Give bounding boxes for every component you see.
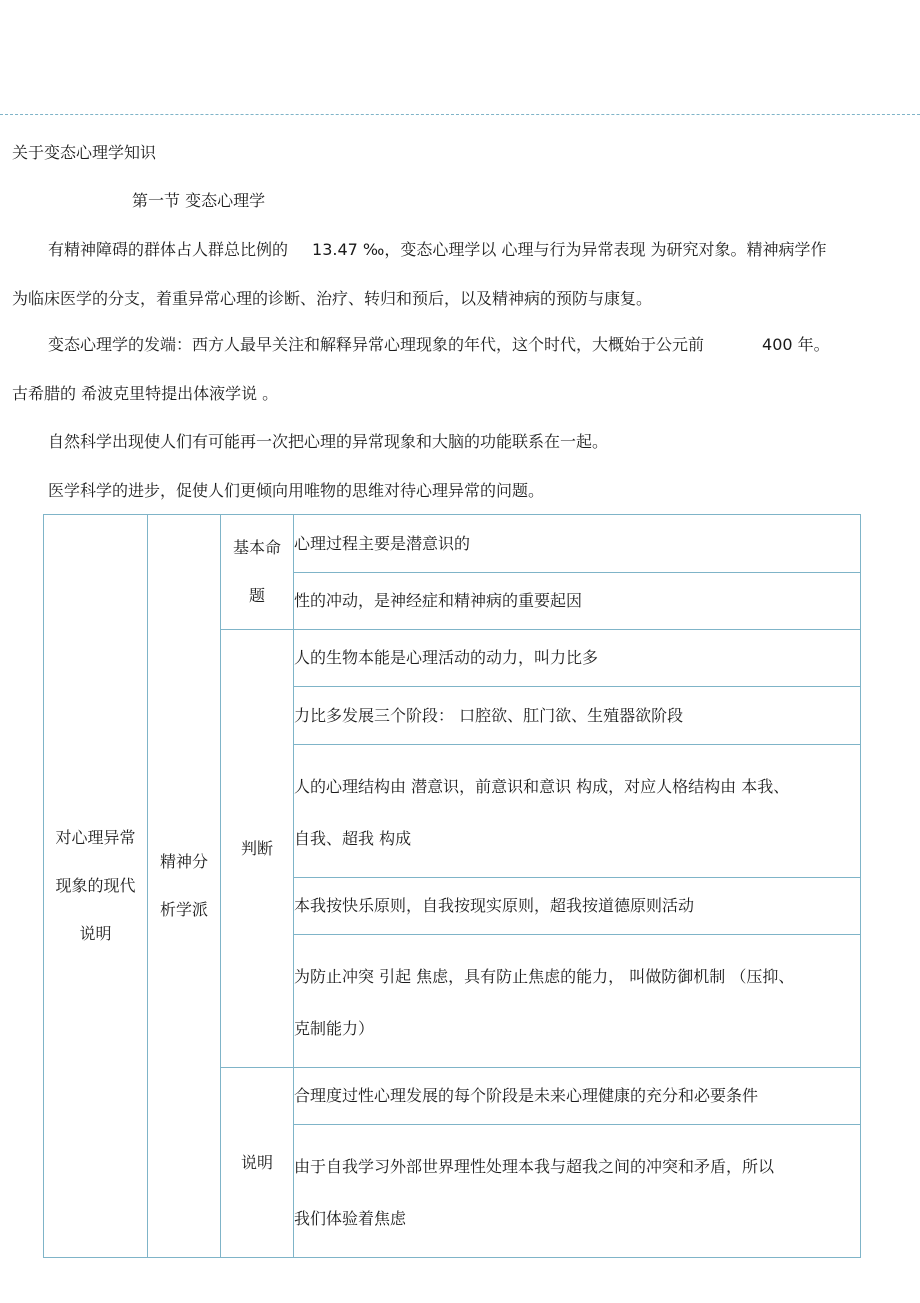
cell-text: 性的冲动，是神经症和精神病的重要起因 xyxy=(294,591,583,610)
category-cell xyxy=(44,515,148,1258)
group-label-explanation xyxy=(221,1068,294,1258)
table-cell xyxy=(294,630,861,687)
paragraph-1-text-a: 有精神障碍的群体占人群总比例的 xyxy=(48,240,289,259)
group-label-line: 题 xyxy=(248,586,265,605)
table-cell xyxy=(294,745,861,878)
table-cell xyxy=(294,935,861,1068)
cell-text: 我们体验着焦虑 xyxy=(294,1209,407,1228)
table-cell xyxy=(294,515,861,573)
category-line: 对心理异常 xyxy=(55,828,136,847)
group-label-judgment xyxy=(221,630,294,1068)
paragraph-1-line-2: 为临床医学的分支，着重异常心理的诊断、治疗、转归和预后，以及精神病的预防与康复。 xyxy=(12,289,653,308)
category-line: 说明 xyxy=(79,924,112,943)
paragraph-1-line-1 xyxy=(48,240,827,260)
paragraph-3: 自然科学出现使人们有可能再一次把心理的异常现象和大脑的功能联系在一起。 xyxy=(48,432,609,451)
group-label-basic xyxy=(221,515,294,630)
table-cell xyxy=(294,878,861,935)
table-cell xyxy=(294,1125,861,1258)
paragraph-2-text-b: 400 年。 xyxy=(762,335,830,354)
cell-text: 本我按快乐原则，自我按现实原则，超我按道德原则活动 xyxy=(294,896,695,915)
page-top-rule xyxy=(0,114,920,115)
cell-text: 力比多发展三个阶段： 口腔欲、肛门欲、生殖器欲阶段 xyxy=(294,705,684,725)
cell-text: 人的生物本能是心理活动的动力，叫力比多 xyxy=(294,648,599,667)
cell-text: 由于自我学习外部世界理性处理本我与超我之间的冲突和矛盾，所以 xyxy=(294,1157,775,1176)
paragraph-2-line-1 xyxy=(48,335,830,355)
cell-text: 为防止冲突 引起 焦虑，具有防止焦虑的能力， 叫做防御机制 （压抑、 xyxy=(294,967,795,986)
school-line: 精神分 xyxy=(159,852,208,871)
school-line: 析学派 xyxy=(159,900,208,919)
cell-text: 合理度过性心理发展的每个阶段是未来心理健康的充分和必要条件 xyxy=(294,1086,759,1105)
cell-text: 自我、超我 构成 xyxy=(294,829,412,848)
cell-text: 克制能力） xyxy=(294,1019,375,1038)
paragraph-4: 医学科学的进步，促使人们更倾向用唯物的思维对待心理异常的问题。 xyxy=(48,481,545,500)
table-cell xyxy=(294,687,861,745)
group-label-line: 判断 xyxy=(240,838,273,858)
cell-text: 人的心理结构由 潜意识，前意识和意识 构成，对应人格结构由 本我、 xyxy=(294,777,790,796)
category-line: 现象的现代 xyxy=(55,876,136,895)
group-label-line: 基本命 xyxy=(232,538,281,557)
group-label-line: 说明 xyxy=(240,1152,273,1172)
paragraph-2-line-2: 古希腊的 希波克里特提出体液学说 。 xyxy=(12,384,279,403)
paragraph-1-text-b: 13.47 ‰，变态心理学以 心理与行为异常表现 为研究对象。精神病学作 xyxy=(312,240,827,259)
school-cell xyxy=(148,515,221,1258)
psychoanalysis-table xyxy=(43,514,861,1258)
table-cell xyxy=(294,573,861,630)
cell-text: 心理过程主要是潜意识的 xyxy=(294,533,471,553)
paragraph-2-text-a: 变态心理学的发端：西方人最早关注和解释异常心理现象的年代，这个时代，大概始于公元前 xyxy=(48,335,705,354)
table-cell xyxy=(294,1068,861,1125)
document-title: 关于变态心理学知识 xyxy=(12,143,157,162)
section-heading: 第一节 变态心理学 xyxy=(132,191,266,210)
